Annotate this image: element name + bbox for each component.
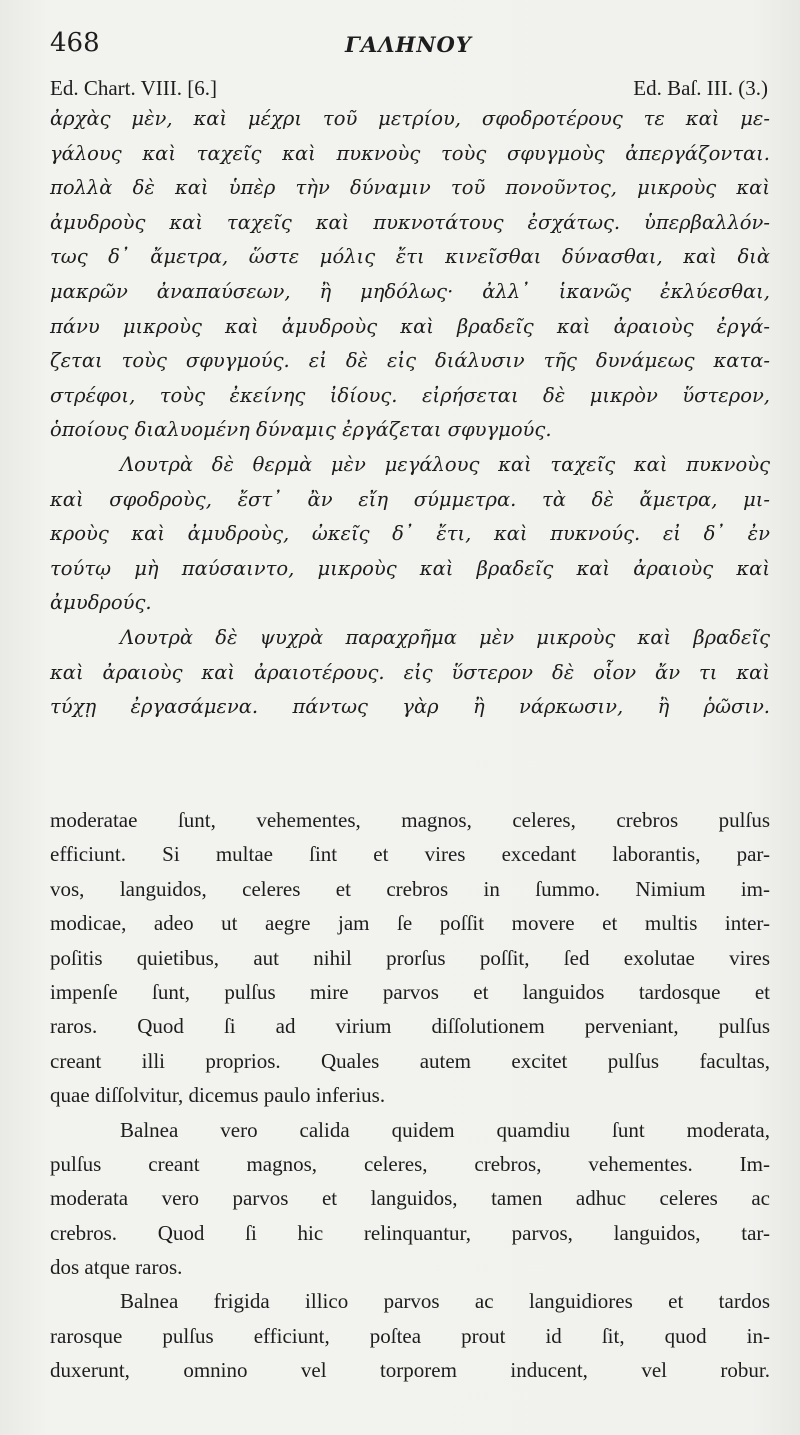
greek-paragraph-3 [50,621,770,725]
text-line: στρέφοι, τοὺς ἐκείνης ἰδίους. εἰρήσεται δὲ μικρὸν ὕστερον, [50,383,770,407]
page-header [50,28,770,64]
text-line: raros. Quod ſi ad virium diſſolutionem perveniant, pulſus [50,1014,770,1039]
text-line: πολλὰ δὲ καὶ ὑπὲρ τὴν δύναμιν τοῦ πονοῦντος, μικροὺς καὶ [50,176,770,200]
text-line: γάλους καὶ ταχεῖς καὶ πυκνοὺς τοὺς σφυγμοὺς ἀπεργάζονται. [50,141,770,165]
text-line: μακρῶν ἀναπαύσεων, ἢ μηδόλως· ἀλλ᾿ ἱκανῶς ἐκλύεσθαι, [50,279,770,303]
text-line: τύχῃ ἐργασάμενα. πάντως γὰρ ἢ νάρκωσιν, ἢ ῥῶσιν. [50,695,770,719]
text-line: rarosque pulſus efficiunt, poſtea prout id ſit, quod in- [50,1323,770,1348]
text-line: καὶ σφοδροὺς, ἔστ᾿ ἂν εἴη σύμμετρα. τὰ δὲ ἄμετρα, μι- [50,487,770,511]
text-line: Balnea vero calida quidem quamdiu ſunt moderata, [120,1117,770,1142]
text-line: quae diſſolvitur, dicemus paulo inferius. [50,1083,386,1108]
text-line: ἀμυδροὺς καὶ ταχεῖς καὶ πυκνοτάτους ἐσχάτως. ὑπερβαλλόν- [50,210,770,234]
edition-ref-chartier: Ed. Chart. VIII. [6.] [50,76,217,100]
greek-paragraph-2 [50,448,770,621]
text-line: ἀμυδρούς. [50,591,152,615]
text-line: τως δ᾿ ἄμετρα, ὥστε μόλις ἔτι κινεῖσθαι δύνασθαι, καὶ διὰ [50,245,770,269]
text-line: ζεται τοὺς σφυγμούς. εἰ δὲ εἰς διάλυσιν τῆς δυνάμεως κατα- [50,349,770,373]
text-line: καὶ ἀραιοὺς καὶ ἀραιοτέρους. εἰς ὕστερον δὲ οἷον ἄν τι καὶ [50,660,770,684]
text-line: moderata vero parvos et languidos, tamen adhuc celeres ac [50,1186,770,1211]
text-line: Balnea frigida illico parvos ac languidiores et tardos [120,1289,770,1314]
greek-paragraph-1 [50,102,770,448]
latin-paragraph-1 [50,803,770,1113]
text-line: Λουτρὰ δὲ θερμὰ μὲν μεγάλους καὶ ταχεῖς καὶ πυκνοὺς [120,452,770,476]
latin-text-block [50,803,770,1388]
edition-references [50,76,768,104]
text-line: vos, languidos, celeres et crebros in ſummo. Nimium im- [50,876,770,901]
text-line: creant illi proprios. Quales autem excitet pulſus facultas, [50,1048,770,1073]
text-line: Λουτρὰ δὲ ψυχρὰ παραχρῆμα μὲν μικροὺς καὶ βραδεῖς [120,625,770,649]
text-line: crebros. Quod ſi hic relinquantur, parvos, languidos, tar- [50,1220,770,1245]
latin-paragraph-3 [50,1284,770,1387]
text-line: pulſus creant magnos, celeres, crebros, vehementes. Im- [50,1151,770,1176]
edition-ref-basel: Ed. Baſ. III. (3.) [633,76,768,100]
text-line: modicae, adeo ut aegre jam ſe poſſit movere et multis inter- [50,911,770,936]
running-title: ΓΑΛΗΝΟΥ [345,32,472,57]
text-line: impenſe ſunt, pulſus mire parvos et languidos tardosque et [50,979,770,1004]
text-line: efficiunt. Si multae ſint et vires excedant laborantis, par- [50,842,770,867]
latin-paragraph-2 [50,1113,770,1285]
text-line: τούτῳ μὴ παύσαιντο, μικροὺς καὶ βραδεῖς καὶ ἀραιοὺς καὶ [50,556,770,580]
text-line: duxerunt, omnino vel torporem inducent, vel robur. [50,1358,770,1383]
text-line: moderatae ſunt, vehementes, magnos, celeres, crebros pulſus [50,808,770,832]
greek-text-block [50,102,770,725]
page-number: 468 [50,28,100,58]
text-line: κροὺς καὶ ἀμυδροὺς, ὠκεῖς δ᾿ ἔτι, καὶ πυκνούς. εἰ δ᾿ ἐν [50,522,770,546]
text-line: ἀρχὰς μὲν, καὶ μέχρι τοῦ μετρίου, σφοδροτέρους τε καὶ με- [50,107,770,130]
text-line: poſitis quietibus, aut nihil prorſus poſſit, ſed exolutae vires [50,945,770,970]
text-line: ὁποίους διαλυομένη δύναμις ἐργάζεται σφυγμούς. [50,418,552,442]
text-line: dos atque raros. [50,1255,183,1280]
text-line: πάνυ μικροὺς καὶ ἀμυδροὺς καὶ βραδεῖς καὶ ἀραιοὺς ἐργά- [50,314,770,338]
